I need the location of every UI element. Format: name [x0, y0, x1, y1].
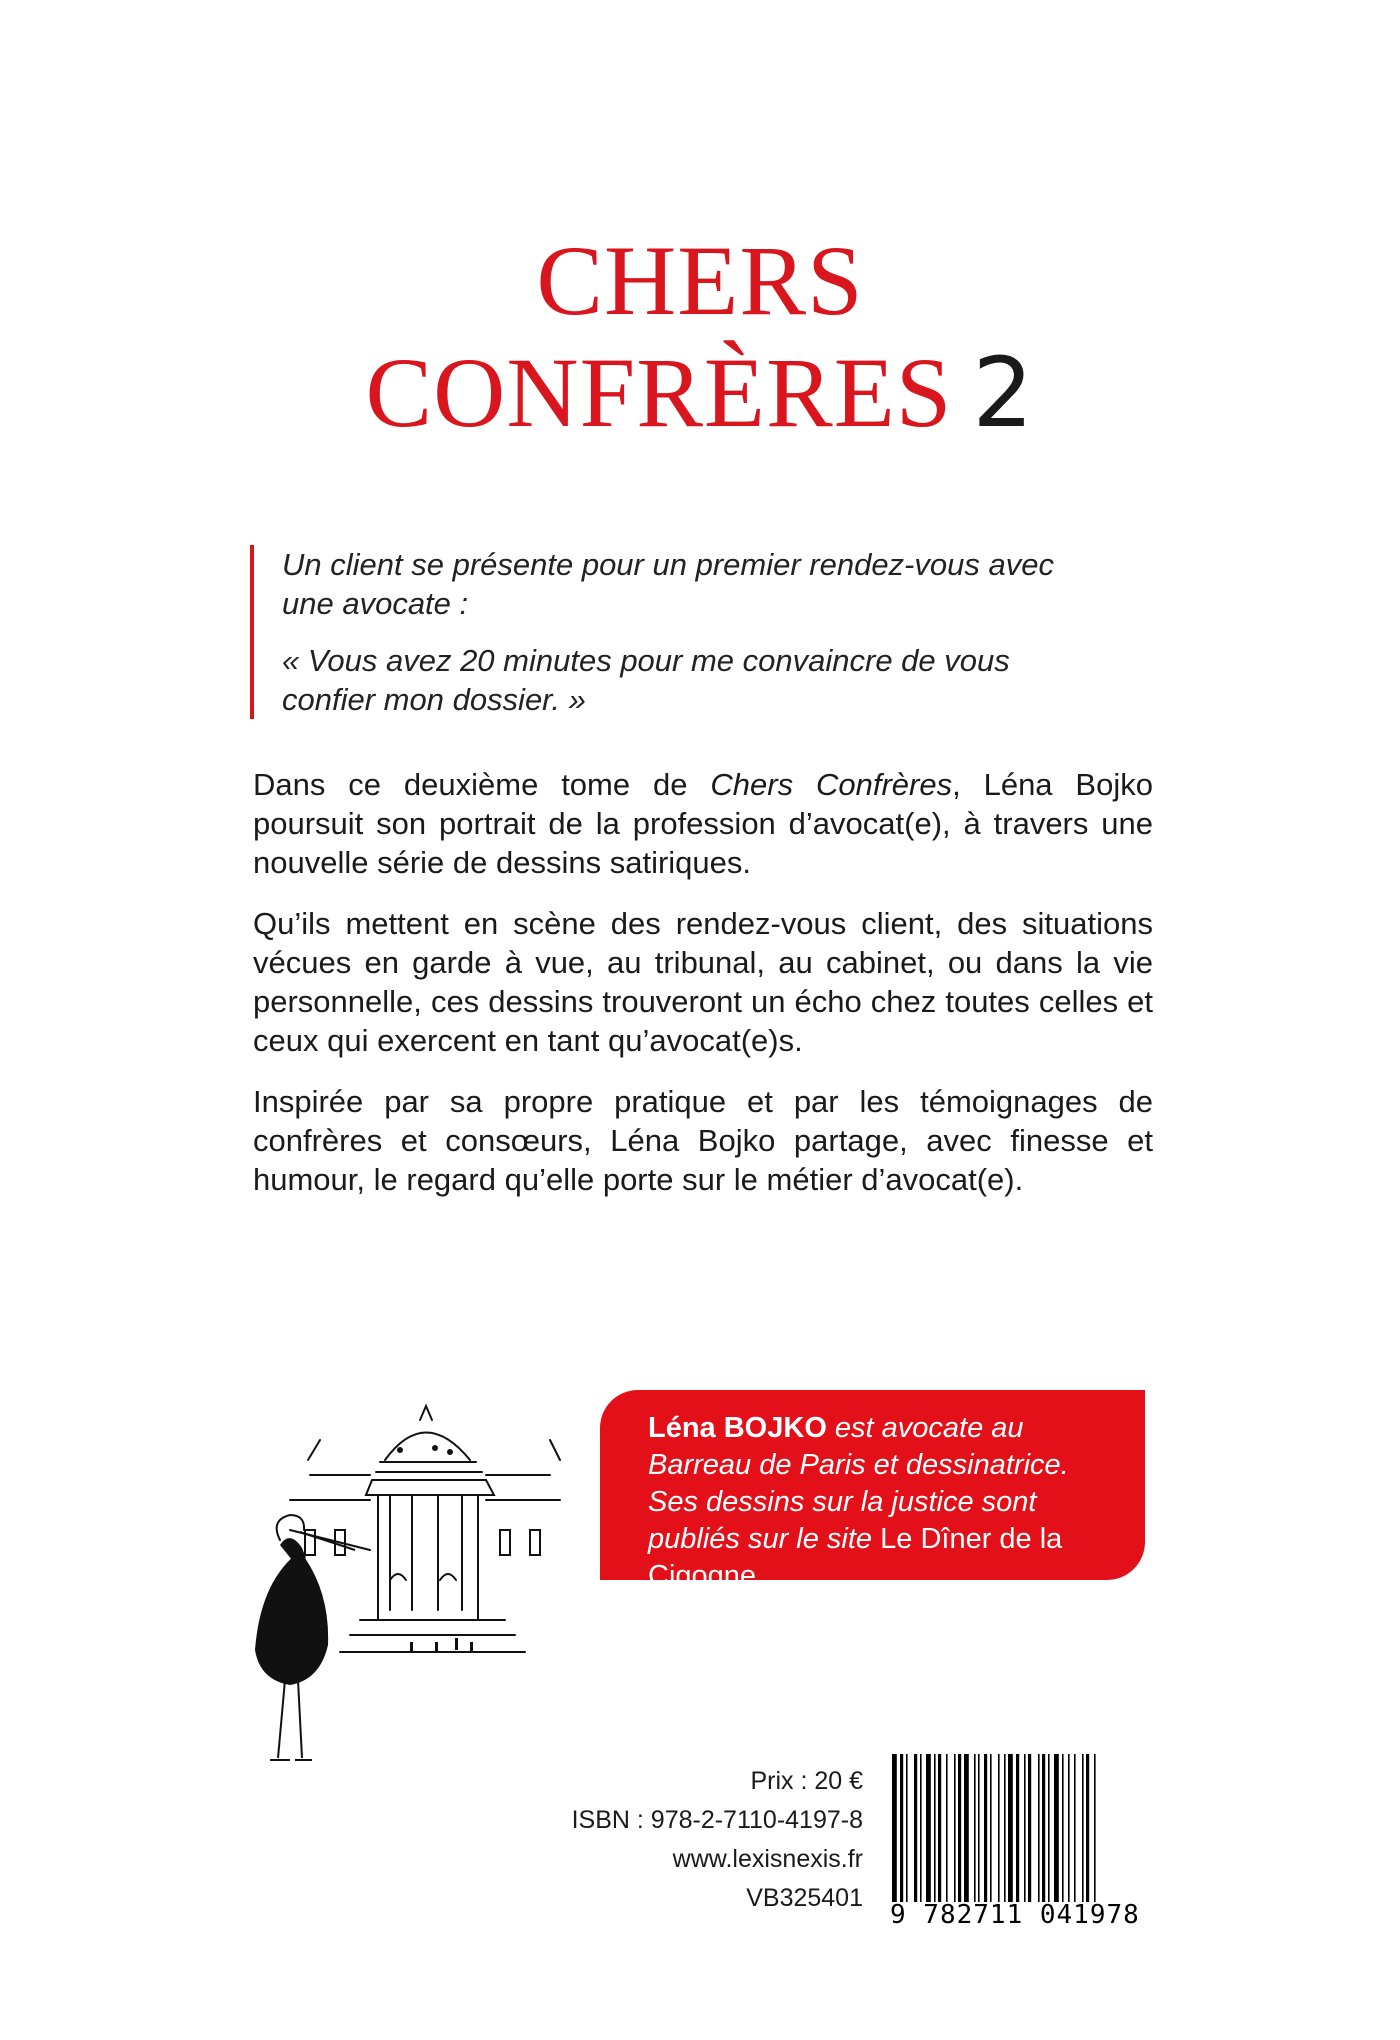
- barcode-bar: [954, 1754, 956, 1902]
- author-site: Le Dîner de la Cigogne.: [648, 1523, 1063, 1592]
- barcode-bar: [990, 1754, 992, 1902]
- isbn-barcode: [890, 1754, 1160, 1902]
- publisher-website: www.lexisnexis.fr: [672, 1845, 863, 1873]
- barcode-bar: [1094, 1754, 1096, 1902]
- blurb-paragraph-1: Dans ce deuxième tome de Chers Confrères, Léna Bojko poursuit son portrait de la profession d’avocat(e), à travers une nouvelle série de dessins satiriques.: [253, 767, 1153, 880]
- title-word: CONFRÈRES: [365, 337, 953, 448]
- barcode-bar: [1024, 1754, 1026, 1902]
- blurb-paragraph-2: Qu’ils mettent en scène des rendez-vous client, des situations vécues en garde à vue, au tribunal, au cabinet, ou dans la vie personnelle, ces dessins trouveront un écho chez toutes celles et ceux qui exercent en tant qu’avocat(e)s.: [253, 906, 1153, 1058]
- author-name: Léna BOJKO: [648, 1412, 827, 1444]
- barcode-bar: [964, 1754, 969, 1902]
- barcode-bar: [920, 1754, 922, 1902]
- barcode-bar: [900, 1754, 903, 1902]
- title-line-2: [0, 337, 1400, 449]
- book-title-inline: Chers Confrères: [710, 767, 953, 802]
- title-line-1: CHERS: [536, 225, 864, 336]
- barcode-bar: [892, 1754, 897, 1902]
- barcode-bar: [906, 1754, 908, 1902]
- barcode-bar: [1082, 1754, 1084, 1902]
- author-bio-box: [600, 1390, 1145, 1592]
- barcode-bar: [1004, 1754, 1006, 1902]
- barcode-bar: [978, 1754, 980, 1902]
- barcode-bar: [984, 1754, 987, 1902]
- barcode-bar: [1068, 1754, 1070, 1902]
- barcode-bar: [1008, 1754, 1013, 1902]
- blurb-paragraph-3: Inspirée par sa propre pratique et par les témoignages de confrères et consœurs, Léna Bojko partage, avec finesse et humour, le regard qu’elle porte sur le métier d’avocat(e).: [253, 1084, 1153, 1197]
- pull-quote: [250, 545, 1102, 719]
- barcode-bar: [998, 1754, 1000, 1902]
- barcode-bar: [1042, 1754, 1045, 1902]
- barcode-bar: [926, 1754, 931, 1902]
- barcode-bar: [958, 1754, 961, 1902]
- volume-number: 2: [972, 337, 1035, 449]
- barcode-bar: [1016, 1754, 1019, 1902]
- quote-line-1: Un client se présente pour un premier rendez-vous avec une avocate :: [282, 547, 1054, 621]
- price: Prix : 20 €: [750, 1767, 863, 1795]
- blurb: [253, 765, 1153, 1221]
- barcode-bar: [1054, 1754, 1059, 1902]
- quote-line-2: « Vous avez 20 minutes pour me convaincre de vous confier mon dossier. »: [282, 643, 1010, 717]
- product-reference: VB325401: [746, 1884, 863, 1912]
- book-title: [0, 225, 1400, 449]
- publication-info: [572, 1762, 863, 1918]
- barcode-bar: [934, 1754, 936, 1902]
- barcode-bar: [1048, 1754, 1050, 1902]
- barcode-bar: [974, 1754, 976, 1902]
- barcode-bar: [1062, 1754, 1064, 1902]
- barcode-bar: [1038, 1754, 1040, 1902]
- barcode-bar: [914, 1754, 917, 1902]
- stork-courthouse-drawing: [250, 1380, 580, 1770]
- barcode-digits: 9 782711 041978: [890, 1900, 1140, 1930]
- barcode-bar: [1028, 1754, 1031, 1902]
- isbn: ISBN : 978-2-7110-4197-8: [571, 1806, 863, 1834]
- barcode-bar: [946, 1754, 948, 1902]
- author-bio-text: est avocate au Barreau de Paris et dessinatrice. Ses dessins sur la justice sont publiés sur le site: [648, 1412, 1069, 1555]
- barcode-bar: [1086, 1754, 1089, 1902]
- barcode-bar: [938, 1754, 941, 1902]
- barcode-bar: [1074, 1754, 1076, 1902]
